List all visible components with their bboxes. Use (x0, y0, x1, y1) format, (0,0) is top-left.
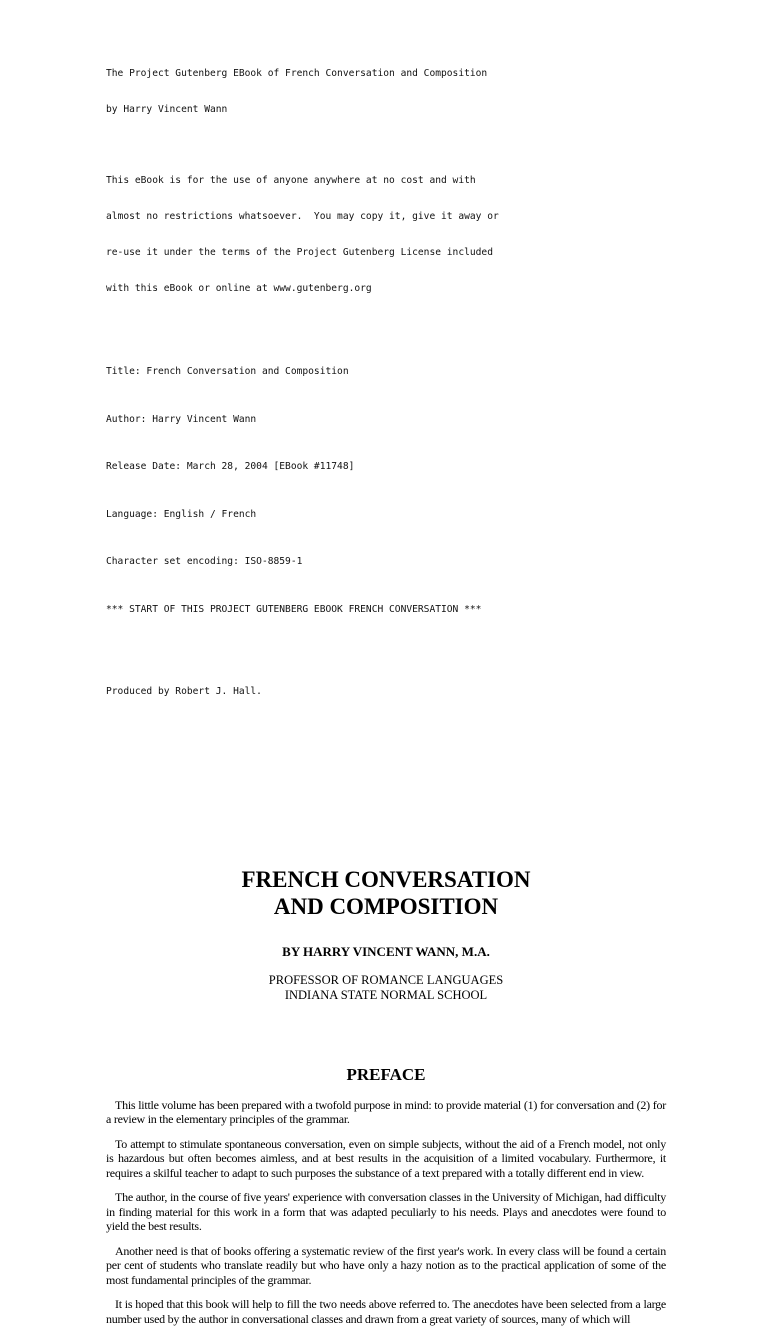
preface-paragraph: This little volume has been prepared with a twofold purpose in mind: to provide material (1) for conversation and (2) for a review in the elementary principles of the grammar. (106, 1097, 666, 1126)
author-byline: BY HARRY VINCENT WANN, M.A. (282, 943, 490, 959)
author-affiliation (106, 973, 666, 1003)
spacer (106, 734, 666, 866)
affiliation-line1: PROFESSOR OF ROMANCE LANGUAGES (268, 972, 504, 987)
book-title-line1: FRENCH CONVERSATION (241, 866, 531, 892)
license-line: almost no restrictions whatsoever. You may copy it, give it away or (106, 211, 499, 222)
affiliation-line2: INDIANA STATE NORMAL SCHOOL (284, 987, 488, 1002)
spacer (106, 960, 666, 973)
meta-charset: Character set encoding: ISO-8859-1 (106, 556, 303, 567)
preface-heading: PREFACE (346, 1064, 426, 1084)
license-line: with this eBook or online at www.gutenberg.org (106, 283, 372, 294)
license-notice (106, 151, 666, 319)
preface-paragraph: It is hoped that this book will help to fill the two needs above referred to. The anecdotes have been selected from a large number used by the author in conversational classes and drawn from a great variety of sources, many of which will (106, 1297, 666, 1326)
meta-release-date: Release Date: March 28, 2004 [EBook #11748] (106, 461, 355, 472)
spacer (106, 1003, 666, 1065)
spacer (106, 1085, 666, 1098)
preface-paragraph: To attempt to stimulate spontaneous conversation, even on simple subjects, without the aid of a French model, not only is hazardous but often becomes aimless, and at best results in the acquisition of a limited vocabulary. Furthermore, it requires a skilful teacher to adapt to such purposes the substance of a text prepared with a totally different end in view. (106, 1136, 666, 1180)
license-line: re-use it under the terms of the Project Gutenberg License included (106, 247, 493, 258)
spacer (106, 920, 666, 944)
book-title-line2: AND COMPOSITION (273, 893, 499, 919)
meta-title: Title: French Conversation and Composition (106, 366, 349, 377)
preface-paragraph: Another need is that of books offering a systematic review of the first year's work. In every class will be found a certain per cent of students who translate readily but who have only a hazy notion as to the practical application of some of the most fundamental principles of the grammar. (106, 1243, 666, 1287)
header-line: The Project Gutenberg EBook of French Conversation and Composition (106, 68, 488, 79)
start-marker: *** START OF THIS PROJECT GUTENBERG EBOOK FRENCH CONVERSATION *** (106, 603, 482, 615)
document-page (106, 44, 666, 1336)
book-title (106, 866, 666, 920)
meta-language: Language: English / French (106, 508, 257, 520)
header-line: by Harry Vincent Wann (106, 104, 228, 115)
producer-credit: Produced by Robert J. Hall. (106, 686, 262, 697)
preface-body (106, 1098, 666, 1327)
preface-paragraph: The author, in the course of five years' experience with conversation classes in the University of Michigan, had difficulty in finding material for this work in a form that was adapted peculiarly to his needs. Plays and anecdotes were found to yield the best results. (106, 1190, 666, 1233)
gutenberg-header (106, 44, 666, 140)
license-line: This eBook is for the use of anyone anywhere at no cost and with (106, 175, 476, 186)
meta-author: Author: Harry Vincent Wann (106, 413, 257, 425)
ebook-metadata (106, 342, 666, 734)
